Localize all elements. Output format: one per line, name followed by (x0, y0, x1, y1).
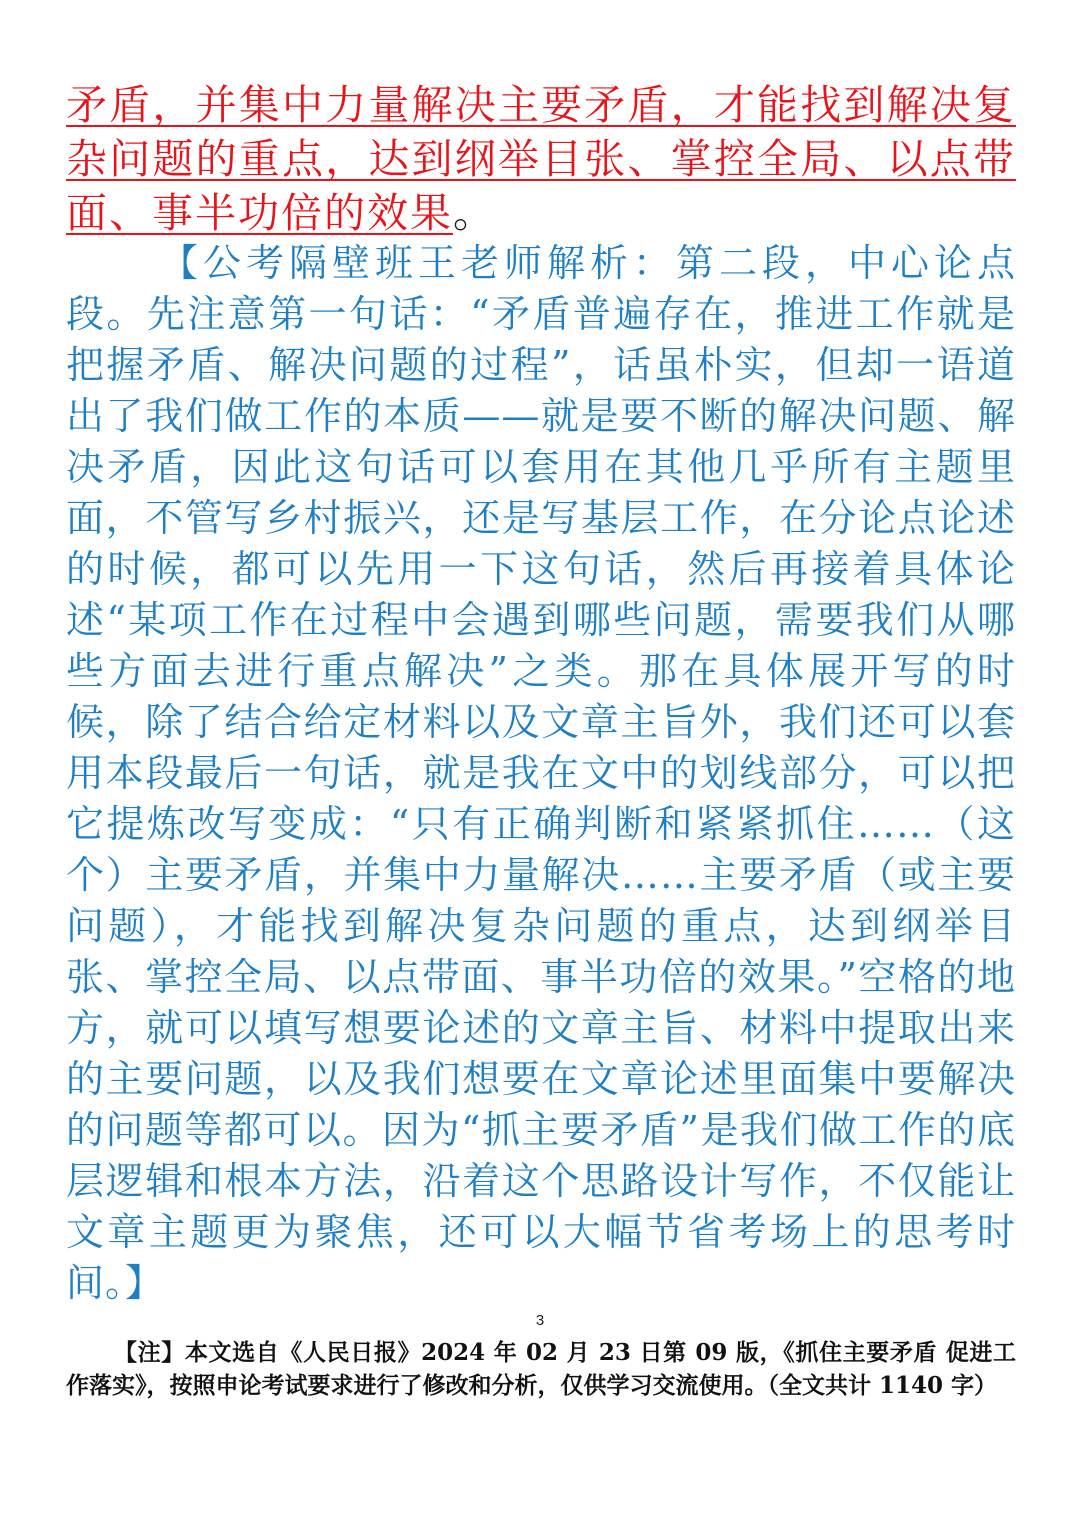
teacher-analysis-paragraph: 【公考隔壁班王老师解析：第二段，中心论点段。先注意第一句话：“矛盾普遍存在，推进工作就是把握矛盾、解决问题的过程”，话虽朴实，但却一语道出了我们做工作的本质——就是要不断的解决问题、解决矛盾，因此这句话可以套用在其他几乎所有主题里面，不管写乡村振兴，还是写基层工作，在分论点论述的时候，都可以先用一下这句话，然后再接着具体论述“某项工作在过程中会遇到哪些问题，需要我们从哪些方面去进行重点解决”之类。那在具体展开写的时候，除了结合给定材料以及文章主旨外，我们还可以套用本段最后一句话，就是我在文中的划线部分，可以把它提炼改写变成：“只有正确判断和紧紧抓住……（这个）主要矛盾，并集中力量解决……主要矛盾（或主要问题），才能找到解决复杂问题的重点，达到纲举目张、掌控全局、以点带面、事半功倍的效果。”空格的地方，就可以填写想要论述的文章主旨、材料中提取出来的主要问题，以及我们想要在文章论述里面集中要解决的问题等都可以。因为“抓主要矛盾”是我们做工作的底层逻辑和根本方法，沿着这个思路设计写作，不仅能让文章主题更为聚焦，还可以大幅节省考场上的思考时间。】 (66, 241, 1016, 1305)
underlined-excerpt-paragraph (66, 78, 1016, 240)
source-note: 【注】本文选自《人民日报》2024 年 02 月 23 日第 09 版，《抓住主要矛盾 促进工作落实》，按照申论考试要求进行了修改和分析，仅供学习交流使用。（全文共计 1140 字） (66, 1339, 1016, 1399)
excerpt-period: 。 (453, 189, 496, 237)
underlined-excerpt-text: 矛盾，并集中力量解决主要矛盾，才能找到解决复杂问题的重点，达到纲举目张、掌控全局、以点带面、事半功倍的效果 (66, 81, 1016, 237)
page-number: 3 (535, 1312, 545, 1329)
